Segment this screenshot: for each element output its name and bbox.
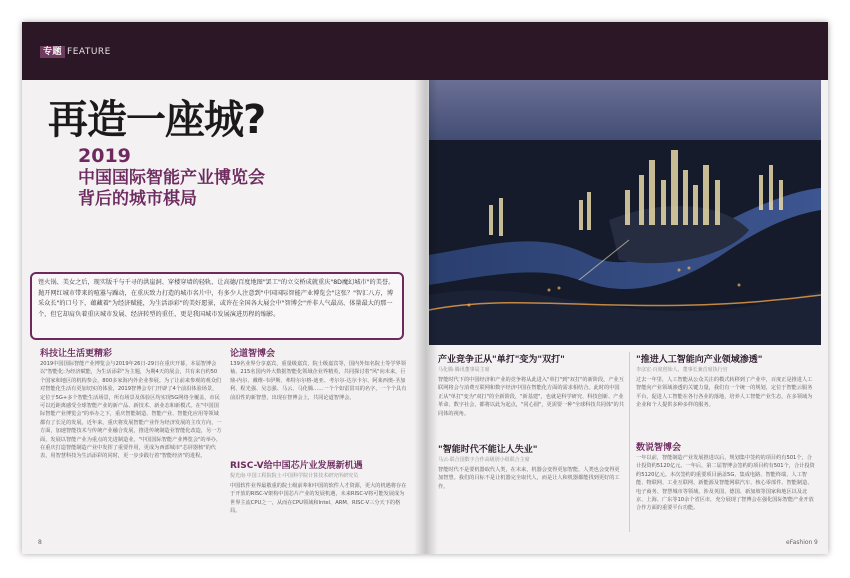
subtitle-year: 2019 [78, 145, 131, 167]
headline: 再造一座城? [48, 97, 266, 143]
left-col2-body: 139名业界分享嘉宾，重量级嘉宾，院士级嘉宾等，国内外知名院士等学界领袖、215名国内外大数据智能化领域企业界精英，共同探讨着"风"向未来，巨鼎-内尔、戴维-韦伊斯、弗特尔尔格-迪亚、考尔尔-达尔卡尔、阿莱西奥-圣加利、程光强、吴志强、马云、马化腾……一个个如雷贯耳的名字，一个个具有前沿性的新智慧，出现在智博会上，共同论道智博会。 [230, 361, 407, 401]
right-col2-body2: 一年以前，智能制造产业发展推进以后，规划集中签约的项目约有501个，合计投资约5120亿元。一年后，第二届智博会签约的项目约有501个，合计投资约5120亿元。本次签约的重要项目涵盖5G、集成电路、智能终端、人工智能、物联网、工业互联网、新能源及智能网联汽车、核心零部件、智能制造、电子商务、智慧城市等领域，涉及英国、德国、新加坡等国家和地区以及北京、上海、广东等10余个省区市，充分展现了智博会在强化国际智能产业开放合作方面的重要平台功能。 [636, 455, 815, 512]
left-col2-heading: 论道智博会 [230, 349, 276, 359]
subtitle-line1: 中国国际智能产业博览会 [78, 168, 265, 188]
left-col1-heading: 科技让生活更精彩 [40, 349, 113, 359]
right-col2-caption: 李彦宏·百度创始人、董事长兼首席执行官 [636, 367, 728, 373]
left-col2-heading2: RISC-V给中国芯片业发展新机遇 [230, 461, 363, 471]
column-divider [629, 352, 630, 532]
spine-gutter [414, 80, 438, 554]
subtitle-line2: 背后的城市棋局 [78, 189, 197, 209]
right-col1-caption: 马化腾·腾讯董事局主席 [438, 367, 490, 373]
left-page-number: 8 [38, 539, 42, 546]
section-tag-cn: 专题 [40, 46, 65, 58]
city-night-photo [429, 80, 821, 345]
intro-box: 锉火锅、美女之后，现实版千与千寻的洪崖洞、穿楼穿墙的轻轨、让高德/百度地图"罢工"的立交桥成就重庆"8D魔幻城市"的美誉。抛开网红城市带来的喧嚣与躁动，在重庆致力打造的城市名片中，有多少人注意到"中国国际智能产业博览会"这张？"智汇八方，博采众长"的口号下，蕴藏着"为经济赋能，为生活添彩"的美好愿景，或许在全国各大展会中"智博会"并非人气最高、体量最大的那一个，但它却肩负着重庆城市发展、经济转型的重任，更是我国城市发展演进历程的缩影。 [30, 272, 404, 340]
left-page [22, 22, 426, 554]
right-col1-body2: 智能时代不是要机器取代人类，在未来，机器会变得更加智能，人类也会变得更加智慧。我们的目标不是让机器完全取代人，而是让人和机器都能找到更好的工作。 [438, 467, 620, 490]
right-col1-body: 智能时代下的中国经济和产业的竞争将从此进入"单打"到"双打"的新阶段，产业互联网将会与消费互联网和数字经济中国在智能化方面的需求相结合。此时的中国正从"单打"变为"双打"的全新阶段，"新基建"，也就是科学研究、科技创新、产业革命、数字社会，都将以此为起点，"同心圆"，更需要一种"全球科技共同体"的共同体的视角。 [438, 377, 624, 417]
right-page-brand: eFashion [786, 539, 813, 546]
right-col1-heading: 产业竞争正从"单打"变为"双打" [438, 355, 565, 365]
right-col2-heading: "推进人工智能向产业领域渗透" [636, 355, 763, 365]
city-skyline-image [429, 80, 821, 345]
left-col2-body2: 中国软件业界最敬重的院士级前辈和中国的软件人才资源，更大的机遇将存在于开放的RISC-V架构中国芯片产业的发展机遇，未来RISC-V将可能发展成为世界主流CPU之一，从而在CPU领域和Intel、ARM、RISC-V三分天下的格局。 [230, 483, 407, 515]
right-col2-body: 过去一年里，人工智能从公众关注的模式转移到了产业中，百度正是推进人工智能向产业领域渗透的关键力量，我们有一个统一的规划，定位于智能云服务平台，促进人工智能在各行各业的落地，培养人工智能产业生态，在多领域为企业和个人提供多种多样的服务。 [636, 377, 813, 409]
section-tag-en: FEATURE [67, 47, 111, 57]
left-col1-body: 2019中国国际智能产业博览会与2019年26日-29日在重庆开幕，本届智博会以"智能化:为经济赋能，为生活添彩"为主题，为期4天的展会，共有来自约50个国家和地区的机构参会，800多家海内外企业参展。为了让前来参观的观众们对智能化生活有更加切实的体验，2019智博会专门开辟了4个前沿体验场景，定位于5G+多个智能生活场景，所有场景及体验区均实现5G网络全覆盖，市民可以近距离感受全球智能产业的新产品、新技术、新业态和新模式。在"中国国际智能产业博览会"的举办之下，重庆智能制造、智能产业、智能化应用等领域都有了长足的发展。近年来，重庆将发展智能产业作为经济发展的主攻方向，一方面，加速智能技术与传统产业融合发展，推进传统制造业智能化改造，另一方面，发展以智能产业为重点的先进制造业，"中国国际智能产业博览会"的举办，在重庆打造智能制造产业中发挥了重要作用，更成为西部城市"芯屏器核"的代表，用智慧科技为生活添彩的同时，更一步步践行着"智能经济"的进程。 [40, 361, 222, 460]
right-page-number: 9 [814, 539, 818, 546]
left-col2-caption: 倪光南·中国工程院院士·中国科学院计算技术研究所研究员 [230, 473, 359, 479]
right-col1-caption2: 马云·联合国数字合作高级别小组联合主席 [438, 457, 530, 463]
section-tag [40, 44, 111, 57]
right-page [426, 22, 828, 554]
magazine-spread [22, 22, 828, 554]
right-col1-heading2: "智能时代不能让人失业" [438, 445, 538, 455]
right-col2-heading2: 数说智博会 [636, 443, 682, 453]
